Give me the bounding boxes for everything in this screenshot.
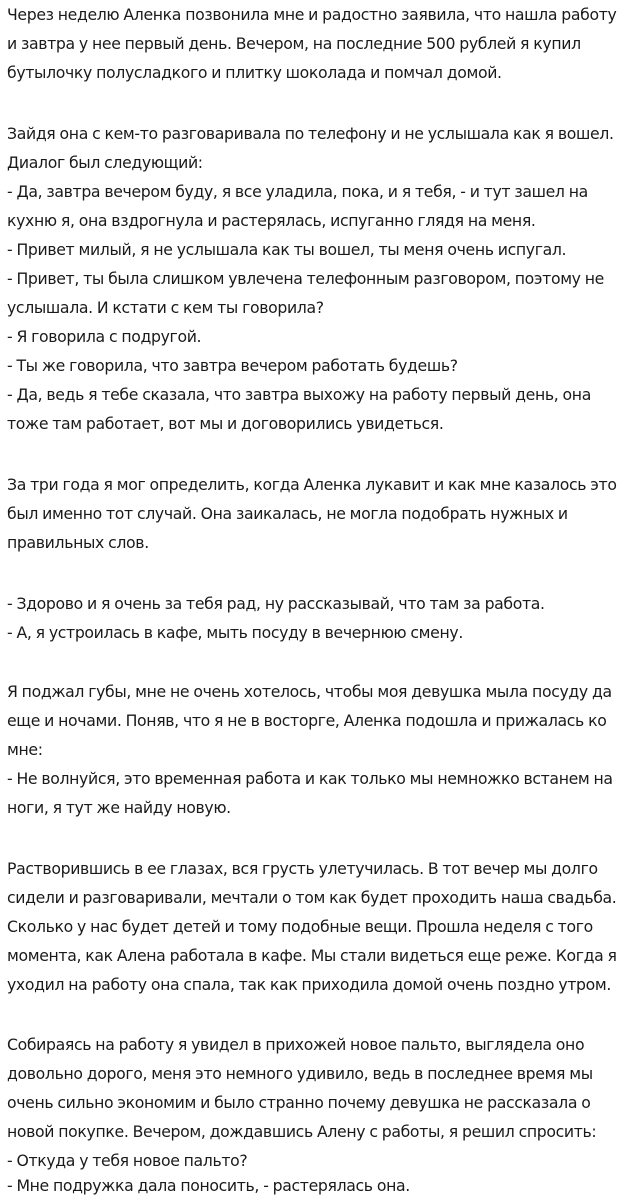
text-line: тоже там работает, вот мы и договорились увидеться. xyxy=(7,414,444,433)
text-line: сидели и разговаривали, мечтали о том как будет проходить наша свадьба. xyxy=(7,888,617,907)
text-line: Зайдя она с кем-то разговаривала по телефону и не услышала как я вошел. xyxy=(7,124,614,143)
text-line: кухню я, она вздрогнула и растерялась, испуганно глядя на меня. xyxy=(7,211,536,230)
text-line: - Мне подружка дала поносить, - растерялась она. xyxy=(7,1176,410,1195)
text-line: услышала. И кстати с кем ты говорила? xyxy=(7,298,324,317)
text-line: ноги, я тут же найду новую. xyxy=(7,798,231,817)
text-line: Сколько у нас будет детей и тому подобные вещи. Прошла неделя с того xyxy=(7,917,593,936)
text-line: момента, как Алена работала в кафе. Мы стали видеться еще реже. Когда я xyxy=(7,946,617,965)
text-line: - Да, ведь я тебе сказала, что завтра выхожу на работу первый день, она xyxy=(7,385,591,404)
text-line: мне: xyxy=(7,740,43,759)
text-line: - Привет милый, я не услышала как ты вошел, ты меня очень испугал. xyxy=(7,240,567,259)
text-line: довольно дорого, меня это немного удивило, ведь в последнее время мы xyxy=(7,1064,593,1083)
text-line: - А, я устроилась в кафе, мыть посуду в вечернюю смену. xyxy=(7,623,463,642)
text-line: - Здорово и я очень за тебя рад, ну рассказывай, что там за работа. xyxy=(7,594,545,613)
text-line: - Откуда у тебя новое пальто? xyxy=(7,1151,248,1170)
text-line: уходил на работу она спала, так как приходила домой очень поздно утром. xyxy=(7,975,612,994)
text-line: Через неделю Аленка позвонила мне и радостно заявила, что нашла работу xyxy=(7,5,617,24)
text-line: еще и ночами. Поняв, что я не в восторге, Аленка подошла и прижалась ко xyxy=(7,711,607,730)
text-line: бутылочку полусладкого и плитку шоколада и помчал домой. xyxy=(7,63,502,82)
text-line: очень сильно экономим и было странно почему девушка не рассказала о xyxy=(7,1093,591,1112)
text-line: был именно тот случай. Она заикалась, не могла подобрать нужных и xyxy=(7,504,568,523)
text-line: правильных слов. xyxy=(7,533,149,552)
text-line: и завтра у нее первый день. Вечером, на последние 500 рублей я купил xyxy=(7,34,581,53)
text-line: - Я говорила с подругой. xyxy=(7,327,202,346)
text-line: Растворившись в ее глазах, вся грусть улетучилась. В тот вечер мы долго xyxy=(7,859,598,878)
text-line: новой покупке. Вечером, дождавшись Алену с работы, я решил спросить: xyxy=(7,1122,597,1141)
text-line: - Привет, ты была слишком увлечена телефонным разговором, поэтому не xyxy=(7,269,604,288)
text-line: Собираясь на работу я увидел в прихожей новое пальто, выглядела оно xyxy=(7,1035,585,1054)
text-line: Я поджал губы, мне не очень хотелось, чтобы моя девушка мыла посуду да xyxy=(7,682,612,701)
text-line: - Да, завтра вечером буду, я все уладила, пока, и я тебя, - и тут зашел на xyxy=(7,182,588,201)
text-line: - Ты же говорила, что завтра вечером работать будешь? xyxy=(7,356,458,375)
text-line: - Не волнуйся, это временная работа и как только мы немножко встанем на xyxy=(7,769,613,788)
text-line: Диалог был следующий: xyxy=(7,153,203,172)
text-line: За три года я мог определить, когда Аленка лукавит и как мне казалось это xyxy=(7,475,617,494)
